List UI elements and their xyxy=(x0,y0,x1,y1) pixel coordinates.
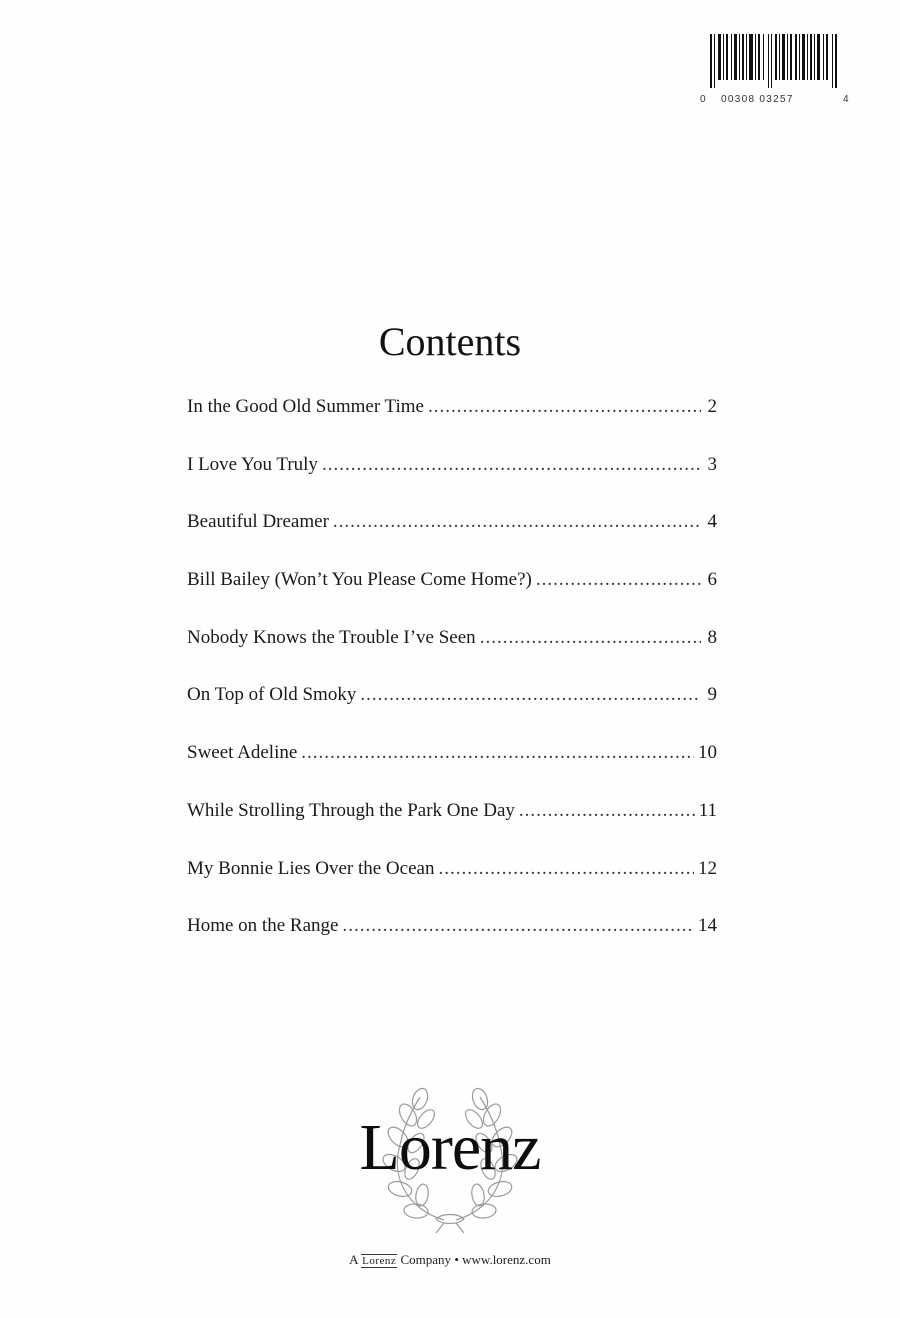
toc-entry-page: 11 xyxy=(698,799,717,821)
toc-entry[interactable] xyxy=(187,454,717,512)
toc-entry[interactable] xyxy=(187,511,717,569)
toc-entry-page: 3 xyxy=(707,453,717,475)
toc-entry[interactable] xyxy=(187,742,717,800)
toc-entry[interactable] xyxy=(187,915,717,973)
toc-entry-page: 14 xyxy=(698,915,717,937)
toc-entry[interactable] xyxy=(187,800,717,858)
page-title: Contents xyxy=(378,319,522,364)
footer-separator: • xyxy=(454,1252,459,1267)
toc-dot-leader xyxy=(438,858,694,880)
toc-dot-leader xyxy=(480,627,701,649)
toc-entry-page: 9 xyxy=(707,684,717,706)
barcode-digits: 00308 03257 xyxy=(721,94,794,105)
toc-entry-title: Nobody Knows the Trouble I’ve Seen xyxy=(187,626,476,648)
toc-entry-title: Sweet Adeline xyxy=(187,742,298,764)
toc-entry-title: On Top of Old Smoky xyxy=(187,684,357,706)
table-of-contents xyxy=(187,396,717,973)
toc-dot-leader xyxy=(428,396,701,418)
barcode xyxy=(700,30,850,106)
toc-entry-title: Home on the Range xyxy=(187,915,339,937)
toc-entry-title: While Strolling Through the Park One Day xyxy=(187,799,515,821)
lorenz-logo xyxy=(340,1085,560,1235)
toc-dot-leader xyxy=(322,454,701,476)
toc-entry-title: In the Good Old Summer Time xyxy=(187,396,424,417)
toc-entry-page: 8 xyxy=(707,626,717,648)
toc-entry-title: My Bonnie Lies Over the Ocean xyxy=(187,857,435,879)
barcode-bars xyxy=(710,34,838,88)
toc-entry[interactable] xyxy=(187,569,717,627)
footer-url[interactable]: www.lorenz.com xyxy=(462,1252,551,1267)
toc-entry-title: Beautiful Dreamer xyxy=(187,511,329,533)
footer-brand: Lorenz xyxy=(362,1255,397,1267)
toc-dot-leader xyxy=(536,569,701,591)
toc-dot-leader xyxy=(360,684,701,706)
toc-dot-leader xyxy=(342,915,694,937)
barcode-prefix: 0 xyxy=(700,94,707,105)
barcode-check-digit: 4 xyxy=(843,94,850,105)
toc-dot-leader xyxy=(301,742,694,764)
toc-entry-page: 6 xyxy=(707,569,717,591)
toc-entry[interactable] xyxy=(187,627,717,685)
toc-entry[interactable] xyxy=(187,858,717,916)
lorenz-wordmark: Lorenz xyxy=(359,1111,541,1184)
toc-entry-page: 12 xyxy=(698,857,717,879)
footer-suffix: Company xyxy=(400,1252,452,1267)
toc-dot-leader xyxy=(333,511,701,533)
toc-entry-title: I Love You Truly xyxy=(187,453,318,475)
toc-entry-page: 2 xyxy=(707,396,717,417)
footer xyxy=(0,1252,900,1268)
footer-prefix: A xyxy=(349,1252,358,1267)
toc-dot-leader xyxy=(519,800,695,822)
toc-entry-title: Bill Bailey (Won’t You Please Come Home?) xyxy=(187,569,532,591)
toc-entry[interactable] xyxy=(187,396,717,454)
toc-entry[interactable] xyxy=(187,684,717,742)
toc-entry-page: 4 xyxy=(707,511,717,533)
toc-entry-page: 10 xyxy=(698,742,717,764)
